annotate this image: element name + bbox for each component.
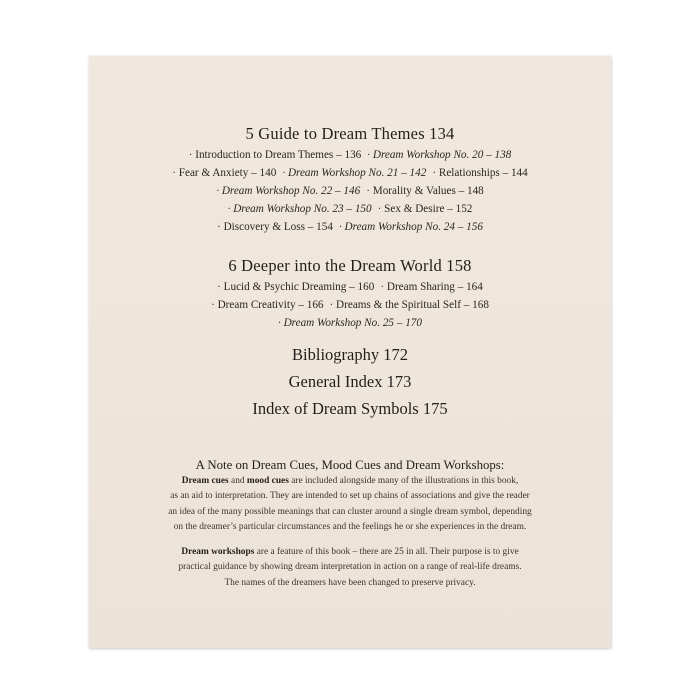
toc-entry: · Fear & Anxiety – 140 [172,167,277,179]
chapter-5-section [89,124,611,236]
toc-entry: · Dream Workshop No. 22 – 146 [216,185,361,197]
toc-line [89,200,611,218]
toc-line [89,278,611,296]
symbols-index-entry: Index of Dream Symbols 175 [252,399,448,418]
toc-entry: · Lucid & Psychic Dreaming – 160 [217,281,375,293]
note-line [89,489,611,504]
note-text: an idea of the many possible meanings that can cluster around a single dream symbol, depending [168,506,532,517]
note-term: Dream workshops [181,547,255,558]
note-text: as an aid to interpretation. They are intended to set up chains of associations and give the reader [170,491,530,502]
note-line [89,505,611,520]
note-line [89,520,611,535]
toc-line [89,296,611,314]
toc-entry: · Dream Sharing – 164 [380,281,483,293]
chapter-5-title: 5 Guide to Dream Themes 134 [245,124,455,143]
toc-entry: · Dream Creativity – 166 [211,299,324,311]
toc-line [89,146,611,164]
chapter-6-entries [89,278,611,332]
chapter-6-title: 6 Deeper into the Dream World 158 [228,256,472,275]
chapter-5-entries [89,146,611,236]
toc-line [89,164,611,182]
note-heading: A Note on Dream Cues, Mood Cues and Dream Workshops: [195,458,505,472]
note-line [89,545,611,560]
toc-entry: · Dream Workshop No. 21 – 142 [282,167,427,179]
chapter-6-section [89,256,611,332]
toc-entry: · Introduction to Dream Themes – 136 [188,149,362,161]
book-page [89,56,611,648]
note-paragraph-1 [89,474,611,535]
note-term: mood cues [246,476,289,486]
toc-entry: · Dream Workshop No. 20 – 138 [367,149,512,161]
toc-entry: · Dream Workshop No. 23 – 150 [227,203,372,215]
note-text: on the dreamer’s particular circumstances and the feelings he or she experiences in the dream. [173,521,527,532]
note-text: The names of the dreamers have been changed to preserve privacy. [224,577,476,588]
note-text: and [228,476,247,486]
note-line [89,474,611,489]
note-paragraph-2 [89,545,611,591]
toc-entry: · Dream Workshop No. 24 – 156 [338,221,483,233]
note-section [89,458,611,591]
note-line [89,560,611,575]
note-line [89,576,611,591]
note-term: Dream cues [181,476,229,486]
toc-entry: · Sex & Desire – 152 [377,203,473,215]
toc-entry: · Relationships – 144 [432,167,528,179]
note-text: are included alongside many of the illustrations in this book, [288,476,519,486]
toc-entry: · Dreams & the Spiritual Self – 168 [329,299,489,311]
note-text: practical guidance by showing dream interpretation in action on a range of real-life dreams. [178,562,522,573]
toc-line [89,182,611,200]
toc-entry: · Discovery & Loss – 154 [217,221,333,233]
toc-line [89,218,611,236]
note-text: are a feature of this book – there are 25 in all. Their purpose is to give [254,547,519,558]
toc-entry: · Morality & Values – 148 [366,185,484,197]
general-index-entry: General Index 173 [288,372,412,391]
toc-entry: · Dream Workshop No. 25 – 170 [278,317,422,329]
toc-line [89,314,611,332]
bibliography-entry: Bibliography 172 [292,345,408,364]
